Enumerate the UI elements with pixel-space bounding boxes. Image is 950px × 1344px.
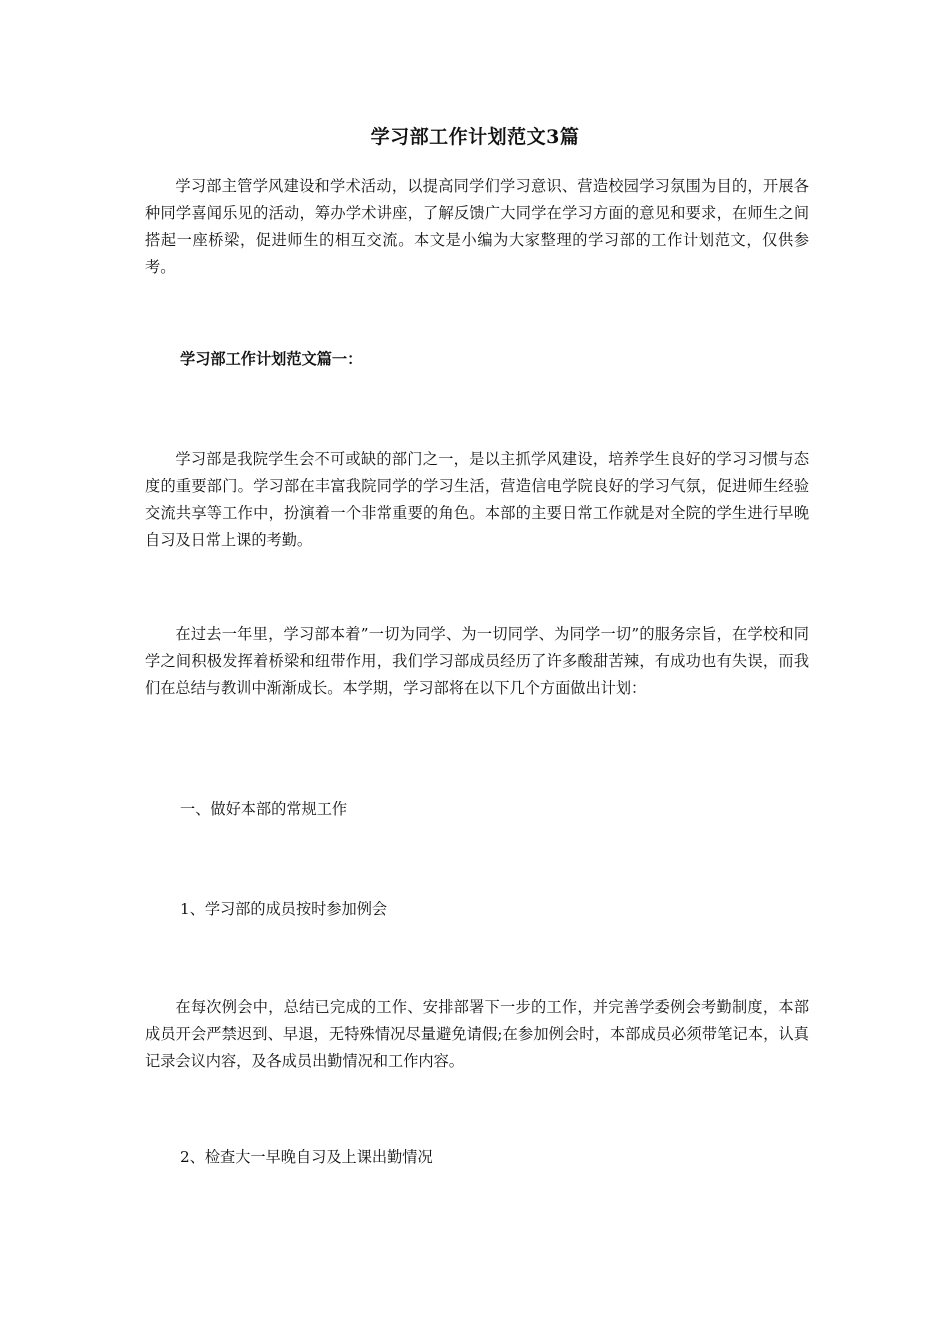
list-item-1-1: 1、学习部的成员按时参加例会	[180, 900, 388, 918]
paragraph-2: 在过去一年里，学习部本着”一切为同学、为一切同学、为同学一切”的服务宗旨，在学校和同学之间积极发挥着桥梁和纽带作用，我们学习部成员经历了许多酸甜苦辣，有成功也有失误，而我们在总结与教训中渐渐成长。本学期，学习部将在以下几个方面做出计划：	[145, 625, 809, 697]
list-item-1-2: 2、检查大一早晚自习及上课出勤情况	[180, 1148, 433, 1166]
paragraph-3: 在每次例会中，总结已完成的工作、安排部署下一步的工作，并完善学委例会考勤制度，本部成员开会严禁迟到、早退，无特殊情况尽量避免请假;在参加例会时，本部成员必须带笔记本，认真记录会议内容，及各成员出勤情况和工作内容。	[145, 998, 809, 1070]
paragraph-1: 学习部是我院学生会不可或缺的部门之一，是以主抓学风建设，培养学生良好的学习习惯与态度的重要部门。学习部在丰富我院同学的学习生活，营造信电学院良好的学习气氛，促进师生经验交流共享等工作中，扮演着一个非常重要的角色。本部的主要日常工作就是对全院的学生进行早晚自习及日常上课的考勤。	[145, 450, 809, 549]
list-item-1: 一、做好本部的常规工作	[180, 800, 348, 818]
section-heading-1: 学习部工作计划范文篇一：	[180, 350, 363, 368]
intro-paragraph: 学习部主管学风建设和学术活动，以提高同学们学习意识、营造校园学习氛围为目的，开展各种同学喜闻乐见的活动，筹办学术讲座，了解反馈广大同学在学习方面的意见和要求，在师生之间搭起一座桥梁，促进师生的相互交流。本文是小编为大家整理的学习部的工作计划范文，仅供参考。	[145, 177, 809, 276]
document-title: 学习部工作计划范文3篇	[370, 126, 580, 148]
